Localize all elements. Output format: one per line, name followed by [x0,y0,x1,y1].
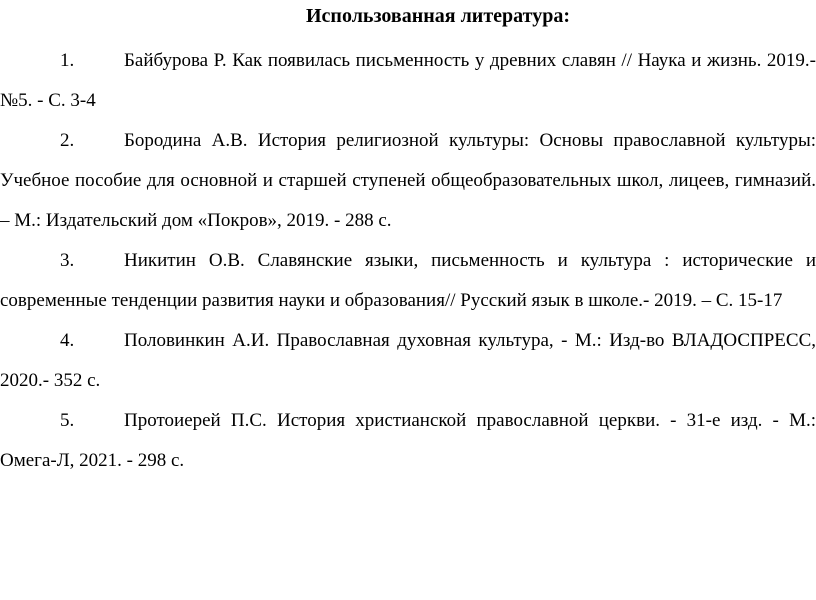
reference-item-2 [0,121,816,241]
reference-text: Бородина А.В. История религиозной культуры: Основы православной культуры: Учебное пособие для основной и старшей ступеней общеобразовательных школ, лицеев, гимназий. – М.: Издательский дом «Покров», 2019. - 288 с. [0,130,816,231]
reference-text: Никитин О.В. Славянские языки, письменность и культура : исторические и современные тенденции развития науки и образования// Русский язык в школе.- 2019. – С. 15-17 [0,250,816,311]
reference-item-5 [0,401,816,481]
reference-number: 5. [60,410,75,431]
reference-number: 1. [60,50,75,71]
reference-text: Протоиерей П.С. История христианской православной церкви. - 31-е изд. - М.: Омега-Л, 2021. - 298 с. [0,410,816,471]
reference-text: Байбурова Р. Как появилась письменность у древних славян // Наука и жизнь. 2019.-№5. - С. 3-4 [0,50,816,111]
reference-item-3 [0,241,816,321]
reference-item-1 [0,41,816,121]
reference-list [0,41,816,481]
page-title: Использованная литература: [306,5,570,27]
reference-number: 3. [60,250,75,271]
reference-number: 2. [60,130,75,151]
reference-number: 4. [60,330,75,351]
reference-item-4 [0,321,816,401]
reference-text: Половинкин А.И. Православная духовная культура, - М.: Изд-во ВЛАДОСПРЕСС, 2020.- 352 с. [0,330,816,391]
